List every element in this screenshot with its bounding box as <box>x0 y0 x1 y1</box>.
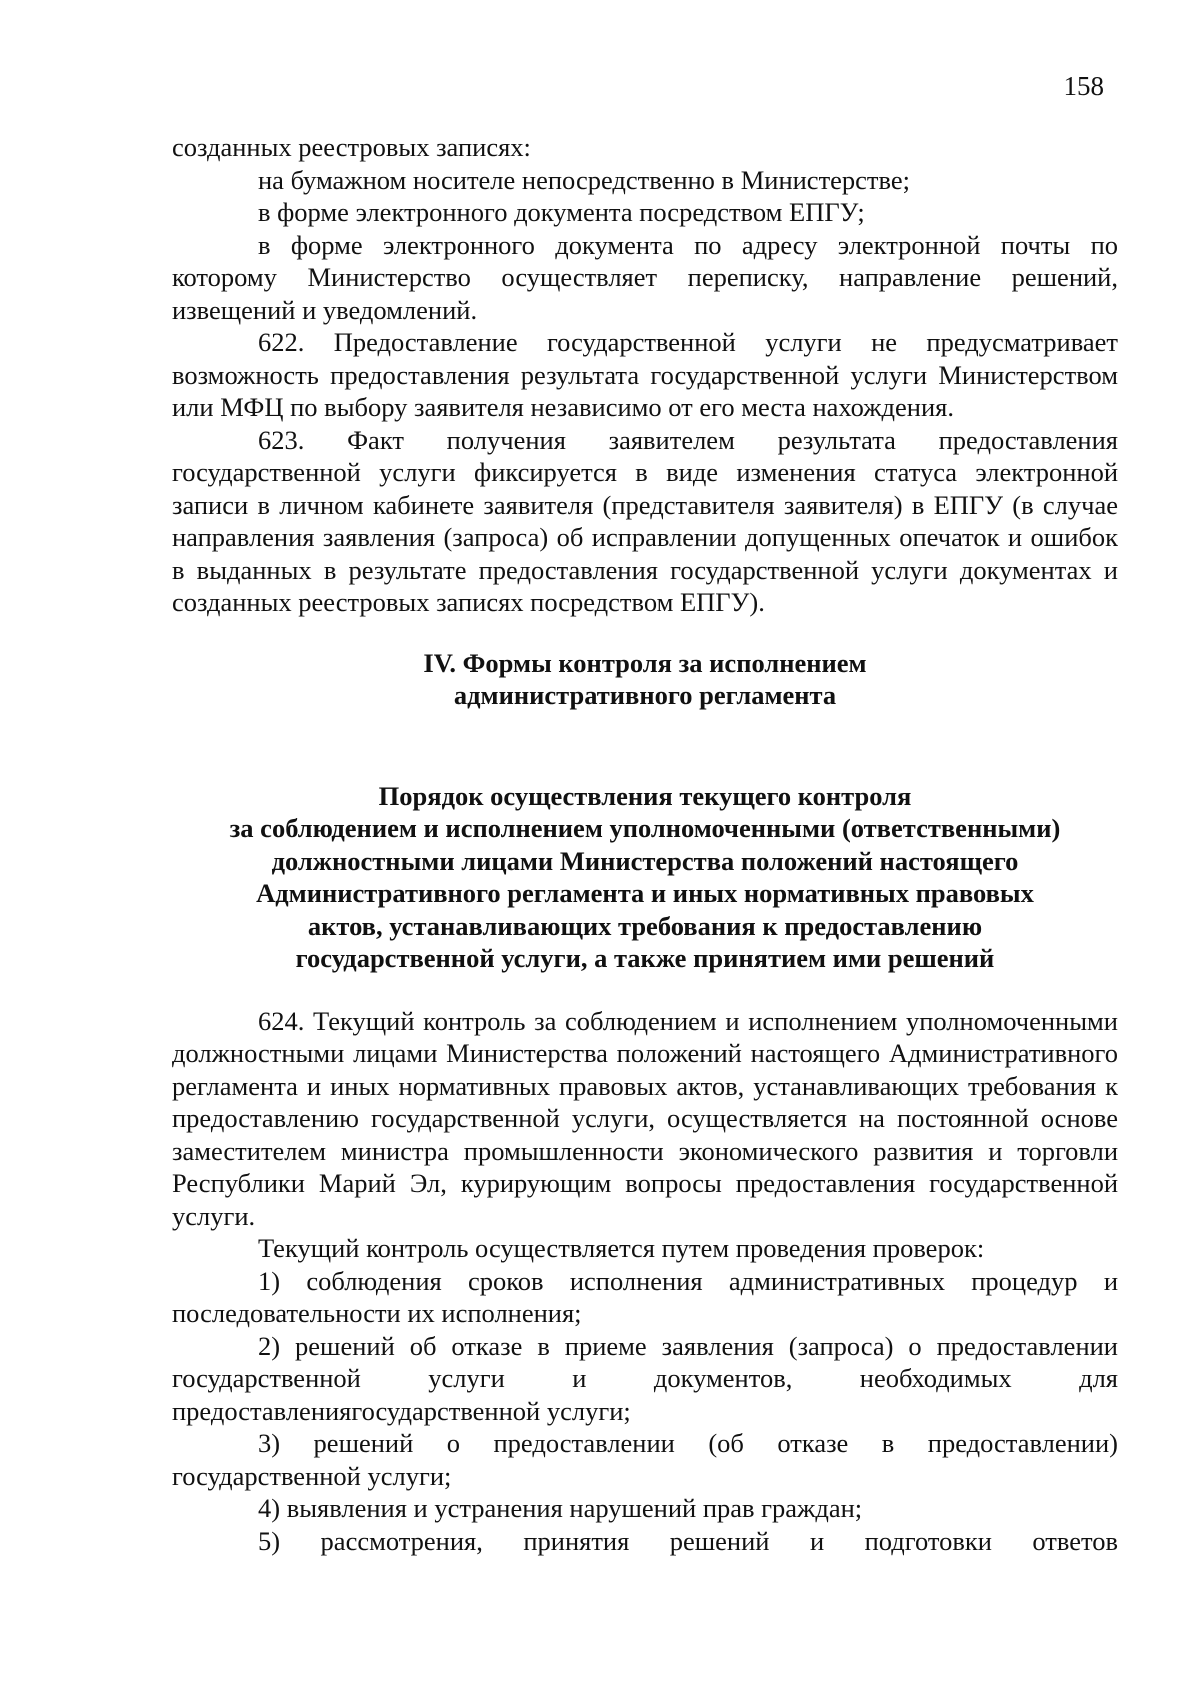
paragraph: Текущий контроль осуществляется путем проведения проверок: <box>258 1233 985 1263</box>
paragraph-623: 623. Факт получения заявителем результата предоставления государственной услуги фиксируется в виде изменения статуса электронной записи в личном кабинете заявителя (представителя заявителя) в ЕПГУ (в случае направления заявления (запроса) об исправлении допущенных опечаток и ошибок в выданных в результате предоставления государственной услуги документах и созданных реестровых записях посредством ЕПГУ). <box>172 424 1118 617</box>
section-heading-line: административного регламента <box>453 680 837 710</box>
subsection-heading-line: Порядок осуществления текущего контроля <box>378 780 912 811</box>
subsection-heading-line: за соблюдением и исполнением уполномоченными (ответственными) <box>229 813 1061 843</box>
paragraph: созданных реестровых записях: <box>172 132 531 162</box>
subsection-heading-line: государственной услуги, а также принятием ими решений <box>295 943 995 973</box>
list-item: 3) решений о предоставлении (об отказе в предоставлении) государственной услуги; <box>172 1428 1118 1491</box>
paragraph: в форме электронного документа посредством ЕПГУ; <box>258 197 865 227</box>
list-item: 2) решений об отказе в приеме заявления (запроса) о предоставлении государственной услуги и документов, необходимых для предоставлениягосударственной услуги; <box>172 1330 1118 1426</box>
subsection-heading-line: актов, устанавливающих требования к предоставлению <box>307 910 983 941</box>
paragraph-624: 624. Текущий контроль за соблюдением и исполнением уполномоченными должностными лицами Министерства положений настоящего Административного регламента и иных нормативных правовых актов, устанавливающих требования к предоставлению государственной услуги, осуществляется на постоянной основе заместителем министра промышленности экономического развития и торговли Республики Марий Эл, курирующим вопросы предоставления государственной услуги. <box>172 1005 1118 1231</box>
subsection-heading <box>172 780 1118 975</box>
subsection-heading-line: Административного регламента и иных нормативных правовых <box>256 878 1034 908</box>
paragraphs-bottom <box>172 1005 1118 1558</box>
list-item: 5) рассмотрения, принятия решений и подготовки ответов <box>258 1525 1118 1556</box>
page-content <box>172 131 1118 1557</box>
paragraphs-top <box>172 131 1118 619</box>
list-item: 4) выявления и устранения нарушений прав граждан; <box>258 1493 863 1523</box>
paragraph: в форме электронного документа по адресу электронной почты по которому Министерство осуществляет переписку, направление решений, извещений и уведомлений. <box>172 229 1118 325</box>
paragraph: на бумажном носителе непосредственно в Министерстве; <box>258 164 910 195</box>
section-heading-line: IV. Формы контроля за исполнением <box>423 647 867 678</box>
paragraph-622: 622. Предоставление государственной услуги не предусматривает возможность предоставления результата государственной услуги Министерством или МФЦ по выбору заявителя независимо от его места нахождения. <box>172 327 1118 422</box>
spacer <box>172 975 1118 1005</box>
list-item: 1) соблюдения сроков исполнения административных процедур и последовательности их исполнения; <box>172 1265 1118 1328</box>
section-heading <box>172 647 1118 712</box>
page-number: 158 <box>1063 71 1104 101</box>
subsection-heading-line: должностными лицами Министерства положений настоящего <box>271 845 1019 876</box>
